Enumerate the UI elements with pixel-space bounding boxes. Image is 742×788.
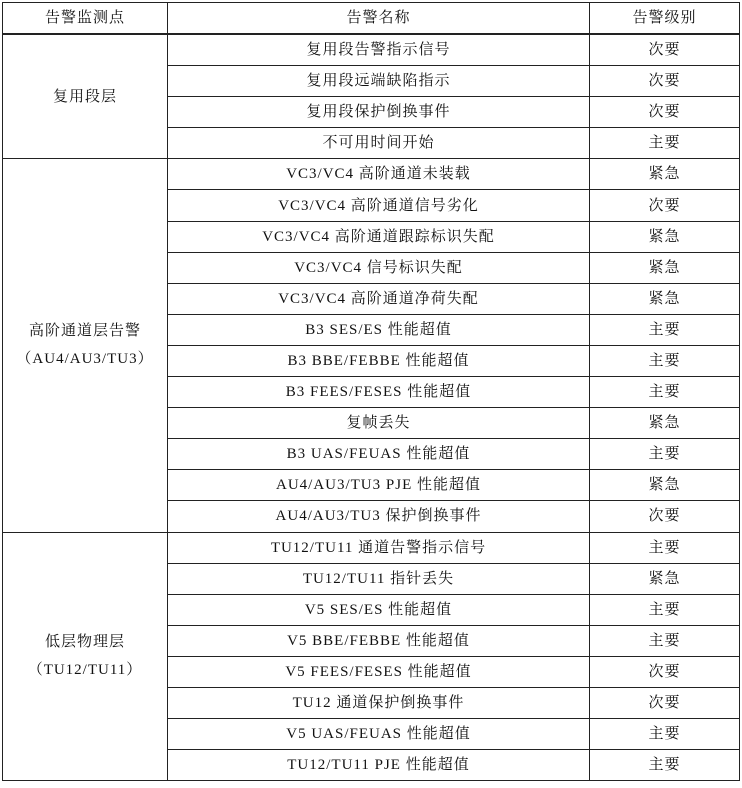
group-label <box>3 34 168 159</box>
group-label <box>3 532 168 781</box>
alarm-name-cell: 复用段远端缺陷指示 <box>168 66 590 97</box>
group-label-line1: 高阶通道层告警 <box>28 323 141 340</box>
header-row <box>3 3 740 35</box>
alarm-level-cell: 主要 <box>590 439 740 470</box>
alarm-level-cell: 主要 <box>590 345 740 376</box>
alarm-level-cell: 主要 <box>590 314 740 345</box>
alarm-name-cell: B3 SES/ES 性能超值 <box>168 314 590 345</box>
alarm-level-cell: 主要 <box>590 719 740 750</box>
alarm-level-cell: 紧急 <box>590 408 740 439</box>
group-multiplex-section <box>3 34 740 159</box>
alarm-name-cell: AU4/AU3/TU3 保护倒换事件 <box>168 501 590 532</box>
group-high-order-path <box>3 159 740 532</box>
alarm-level-cell: 次要 <box>590 501 740 532</box>
alarm-level-cell: 主要 <box>590 594 740 625</box>
header-alarm-name: 告警名称 <box>168 3 590 35</box>
alarm-level-cell: 次要 <box>590 34 740 66</box>
alarm-level-cell: 主要 <box>590 128 740 159</box>
alarm-name-cell: AU4/AU3/TU3 PJE 性能超值 <box>168 470 590 501</box>
group-label <box>3 159 168 532</box>
alarm-level-cell: 紧急 <box>590 470 740 501</box>
alarm-name-cell: TU12 通道保护倒换事件 <box>168 687 590 718</box>
alarm-level-cell: 紧急 <box>590 221 740 252</box>
alarm-name-cell: VC3/VC4 高阶通道信号劣化 <box>168 190 590 221</box>
alarm-level-cell: 紧急 <box>590 283 740 314</box>
table-header <box>3 3 740 35</box>
group-low-order-physical <box>3 532 740 781</box>
group-label-line2: （AU4/AU3/TU3） <box>16 351 154 368</box>
alarm-name-cell: V5 SES/ES 性能超值 <box>168 594 590 625</box>
alarm-name-cell: TU12/TU11 指针丢失 <box>168 563 590 594</box>
table-row <box>3 532 740 563</box>
alarm-level-cell: 主要 <box>590 377 740 408</box>
alarm-name-cell: TU12/TU11 PJE 性能超值 <box>168 750 590 781</box>
alarm-name-cell: B3 FEES/FESES 性能超值 <box>168 377 590 408</box>
alarm-name-cell: VC3/VC4 高阶通道净荷失配 <box>168 283 590 314</box>
table-row <box>3 159 740 190</box>
header-monitor-point: 告警监测点 <box>3 3 168 35</box>
alarm-name-cell: V5 UAS/FEUAS 性能超值 <box>168 719 590 750</box>
alarm-level-cell: 紧急 <box>590 252 740 283</box>
group-label-line2: （TU12/TU11） <box>27 662 143 679</box>
alarm-name-cell: V5 BBE/FEBBE 性能超值 <box>168 625 590 656</box>
alarm-name-cell: TU12/TU11 通道告警指示信号 <box>168 532 590 563</box>
alarm-name-cell: 不可用时间开始 <box>168 128 590 159</box>
alarm-name-cell: VC3/VC4 高阶通道跟踪标识失配 <box>168 221 590 252</box>
group-label-line1: 复用段层 <box>52 88 117 105</box>
alarm-level-cell: 次要 <box>590 190 740 221</box>
alarm-level-cell: 次要 <box>590 656 740 687</box>
alarm-name-cell: V5 FEES/FESES 性能超值 <box>168 656 590 687</box>
alarm-name-cell: 复帧丢失 <box>168 408 590 439</box>
alarm-level-cell: 次要 <box>590 66 740 97</box>
alarm-name-cell: B3 UAS/FEUAS 性能超值 <box>168 439 590 470</box>
group-label-line1: 低层物理层 <box>44 634 125 651</box>
table-row <box>3 34 740 66</box>
alarm-name-cell: B3 BBE/FEBBE 性能超值 <box>168 345 590 376</box>
alarm-level-cell: 紧急 <box>590 159 740 190</box>
alarm-level-cell: 次要 <box>590 687 740 718</box>
alarm-name-cell: VC3/VC4 高阶通道未装载 <box>168 159 590 190</box>
alarm-level-cell: 主要 <box>590 532 740 563</box>
alarm-table <box>2 2 740 781</box>
alarm-name-cell: VC3/VC4 信号标识失配 <box>168 252 590 283</box>
alarm-level-cell: 主要 <box>590 625 740 656</box>
alarm-name-cell: 复用段保护倒换事件 <box>168 97 590 128</box>
alarm-level-cell: 次要 <box>590 97 740 128</box>
alarm-level-cell: 紧急 <box>590 563 740 594</box>
header-alarm-level: 告警级别 <box>590 3 740 35</box>
alarm-name-cell: 复用段告警指示信号 <box>168 34 590 66</box>
alarm-level-cell: 主要 <box>590 750 740 781</box>
